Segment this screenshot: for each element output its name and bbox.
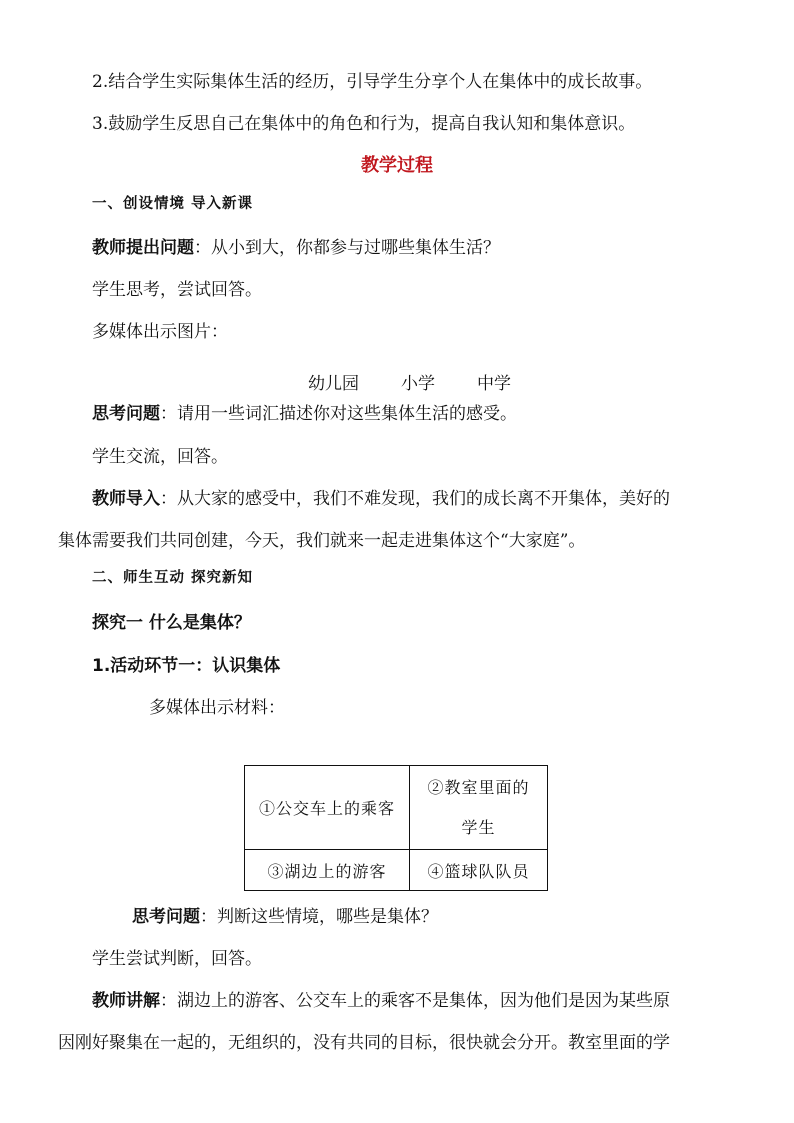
think-question-1-text: ：请用一些词汇描述你对这些集体生活的感受。 <box>160 404 517 424</box>
teacher-intro-text-1: ：从大家的感受中，我们不难发现，我们的成长离不开集体，美好的 <box>160 489 670 509</box>
teacher-question <box>92 233 500 258</box>
think-question-2-label: 思考问题 <box>132 907 200 927</box>
objective-2 <box>92 67 652 92</box>
explore-title: 探究一 什么是集体？ <box>92 613 251 633</box>
teacher-explain-label: 教师讲解 <box>92 991 160 1011</box>
table-cell-bus-passengers: ①公交车上的乘客 <box>245 766 410 850</box>
student-judge: 学生尝试判断，回答。 <box>92 949 262 969</box>
student-think: 学生思考，尝试回答。 <box>92 280 262 300</box>
section-title: 教学过程 <box>361 155 433 176</box>
activity-title: 1.活动环节一：认识集体 <box>92 656 281 676</box>
table-cell-classroom-students <box>410 766 548 850</box>
part2-heading: 二、师生互动 探究新知 <box>92 570 254 586</box>
table-row <box>245 766 548 850</box>
teacher-explain-line-2: 因刚好聚集在一起的，无组织的，没有共同的目标，很快就会分开。教室里面的学 <box>58 1033 670 1053</box>
media-show: 多媒体出示图片： <box>92 322 228 342</box>
media-material: 多媒体出示材料： <box>149 698 285 718</box>
teacher-intro-line-2: 集体需要我们共同创建，今天，我们就来一起走进集体这个“大家庭”。 <box>58 531 586 551</box>
table-cell-classroom-line2: 学生 <box>461 817 496 837</box>
objective-2-text: 结合学生实际集体生活的经历，引导学生分享个人在集体中的成长故事。 <box>108 72 653 92</box>
table-cell-basketball-team: ④篮球队队员 <box>410 850 548 891</box>
objective-3-text: 鼓励学生反思自己在集体中的角色和行为，提高自我认知和集体意识。 <box>108 114 636 134</box>
table-cell-classroom-line1: ②教室里面的 <box>427 777 530 797</box>
teacher-explain-line-1 <box>92 986 670 1011</box>
objective-3 <box>92 109 635 134</box>
image-caption-kindergarten: 幼儿园 <box>308 374 359 394</box>
table-row <box>245 850 548 891</box>
teacher-question-label: 教师提出问题 <box>92 238 194 258</box>
think-question-2-text: ：判断这些情境，哪些是集体？ <box>200 907 438 927</box>
teacher-intro-line-1 <box>92 484 670 509</box>
teacher-explain-text-1: ：湖边上的游客、公交车上的乘客不是集体，因为他们是因为某些原 <box>160 991 670 1011</box>
image-caption-middle: 中学 <box>477 374 511 394</box>
teacher-intro-label: 教师导入 <box>92 489 160 509</box>
objective-3-number: 3. <box>92 114 109 134</box>
image-caption-primary: 小学 <box>401 374 435 394</box>
think-question-1 <box>92 399 517 424</box>
teacher-question-text: ：从小到大，你都参与过哪些集体生活？ <box>194 238 500 258</box>
objective-2-number: 2. <box>92 72 109 92</box>
part1-heading: 一、创设情境 导入新课 <box>92 196 254 212</box>
table-cell-lake-tourists: ③湖边上的游客 <box>245 850 410 891</box>
material-table <box>244 765 548 891</box>
think-question-1-label: 思考问题 <box>92 404 160 424</box>
think-question-2 <box>132 902 438 927</box>
student-answer: 学生交流，回答。 <box>92 447 228 467</box>
